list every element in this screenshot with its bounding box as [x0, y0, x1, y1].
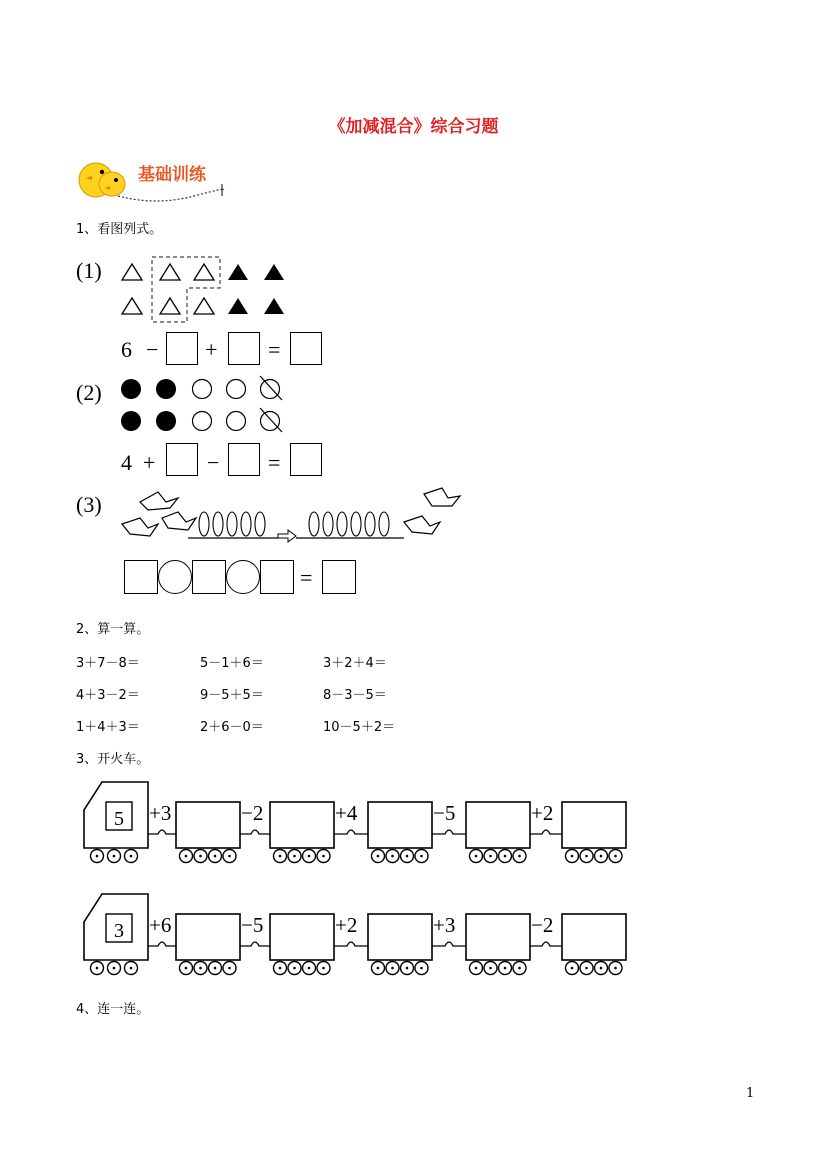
train-start-number: 3 [114, 920, 124, 942]
answer-box[interactable] [166, 332, 198, 365]
p2-equals: = [268, 450, 281, 475]
p1-op1: − [146, 337, 159, 362]
p3-equals: = [300, 565, 313, 590]
question-1-heading: 1、看图列式。 [76, 222, 163, 237]
answer-box[interactable] [166, 443, 198, 476]
answer-box[interactable] [290, 332, 322, 365]
answer-box[interactable] [322, 560, 356, 594]
train-start-number: 5 [114, 808, 124, 830]
answer-box[interactable] [260, 560, 294, 594]
p1-op2: + [205, 337, 218, 362]
circles-figure [118, 374, 298, 436]
answer-box[interactable] [228, 332, 260, 365]
train [84, 894, 626, 975]
train-car-answer-box[interactable] [270, 914, 334, 960]
train-operation: −2 [531, 913, 554, 937]
calc-item: 10－5＋2＝ [323, 720, 396, 735]
birds-figure [118, 484, 463, 554]
p1-number: 6 [121, 337, 132, 362]
answer-box[interactable] [124, 560, 158, 594]
train-operation: +2 [531, 801, 554, 825]
operator-circle[interactable] [158, 560, 192, 594]
operator-circle[interactable] [226, 560, 260, 594]
train-operation: +3 [433, 913, 456, 937]
problem-3-label: (3) [76, 492, 102, 517]
p2-op2: − [207, 450, 220, 475]
page-title: 《加减混合》综合习题 [328, 117, 499, 137]
train-operation: +6 [149, 913, 172, 937]
train-car-answer-box[interactable] [466, 802, 530, 848]
calc-item: 3＋7－8＝ [76, 656, 140, 671]
train-operation: −5 [241, 913, 264, 937]
train [84, 782, 626, 863]
question-4-heading: 4、连一连。 [76, 1002, 150, 1017]
train-car-answer-box[interactable] [176, 802, 240, 848]
train-car-answer-box[interactable] [368, 914, 432, 960]
answer-box[interactable] [228, 443, 260, 476]
train-operation: +2 [335, 913, 358, 937]
train-operation: −2 [241, 801, 264, 825]
calc-item: 9－5＋5＝ [200, 688, 264, 703]
train-operation: +4 [335, 801, 358, 825]
p2-number: 4 [121, 450, 132, 475]
answer-box[interactable] [290, 443, 322, 476]
calc-item: 8－3－5＝ [323, 688, 387, 703]
train-car-answer-box[interactable] [562, 914, 626, 960]
triangles-figure [118, 254, 298, 324]
answer-box[interactable] [192, 560, 226, 594]
question-3-heading: 3、开火车。 [76, 752, 150, 767]
page-number: 1 [746, 1086, 755, 1101]
p2-op1: + [143, 450, 156, 475]
problem-2-label: (2) [76, 380, 102, 405]
train-car-answer-box[interactable] [368, 802, 432, 848]
train-car-answer-box[interactable] [466, 914, 530, 960]
problem-1-label: (1) [76, 258, 102, 283]
p1-equals: = [268, 337, 281, 362]
train-car-answer-box[interactable] [176, 914, 240, 960]
trains-figure [80, 776, 640, 986]
calc-item: 5－1＋6＝ [200, 656, 264, 671]
train-car-answer-box[interactable] [270, 802, 334, 848]
train-operation: −5 [433, 801, 456, 825]
badge-label: 基础训练 [138, 165, 206, 185]
train-operation: +3 [149, 801, 172, 825]
calc-item: 3＋2＋4＝ [323, 656, 387, 671]
question-2-heading: 2、算一算。 [76, 622, 150, 637]
calc-item: 1＋4＋3＝ [76, 720, 140, 735]
calc-item: 2＋6－0＝ [200, 720, 264, 735]
calc-item: 4＋3－2＝ [76, 688, 140, 703]
section-badge [76, 150, 236, 202]
train-car-answer-box[interactable] [562, 802, 626, 848]
